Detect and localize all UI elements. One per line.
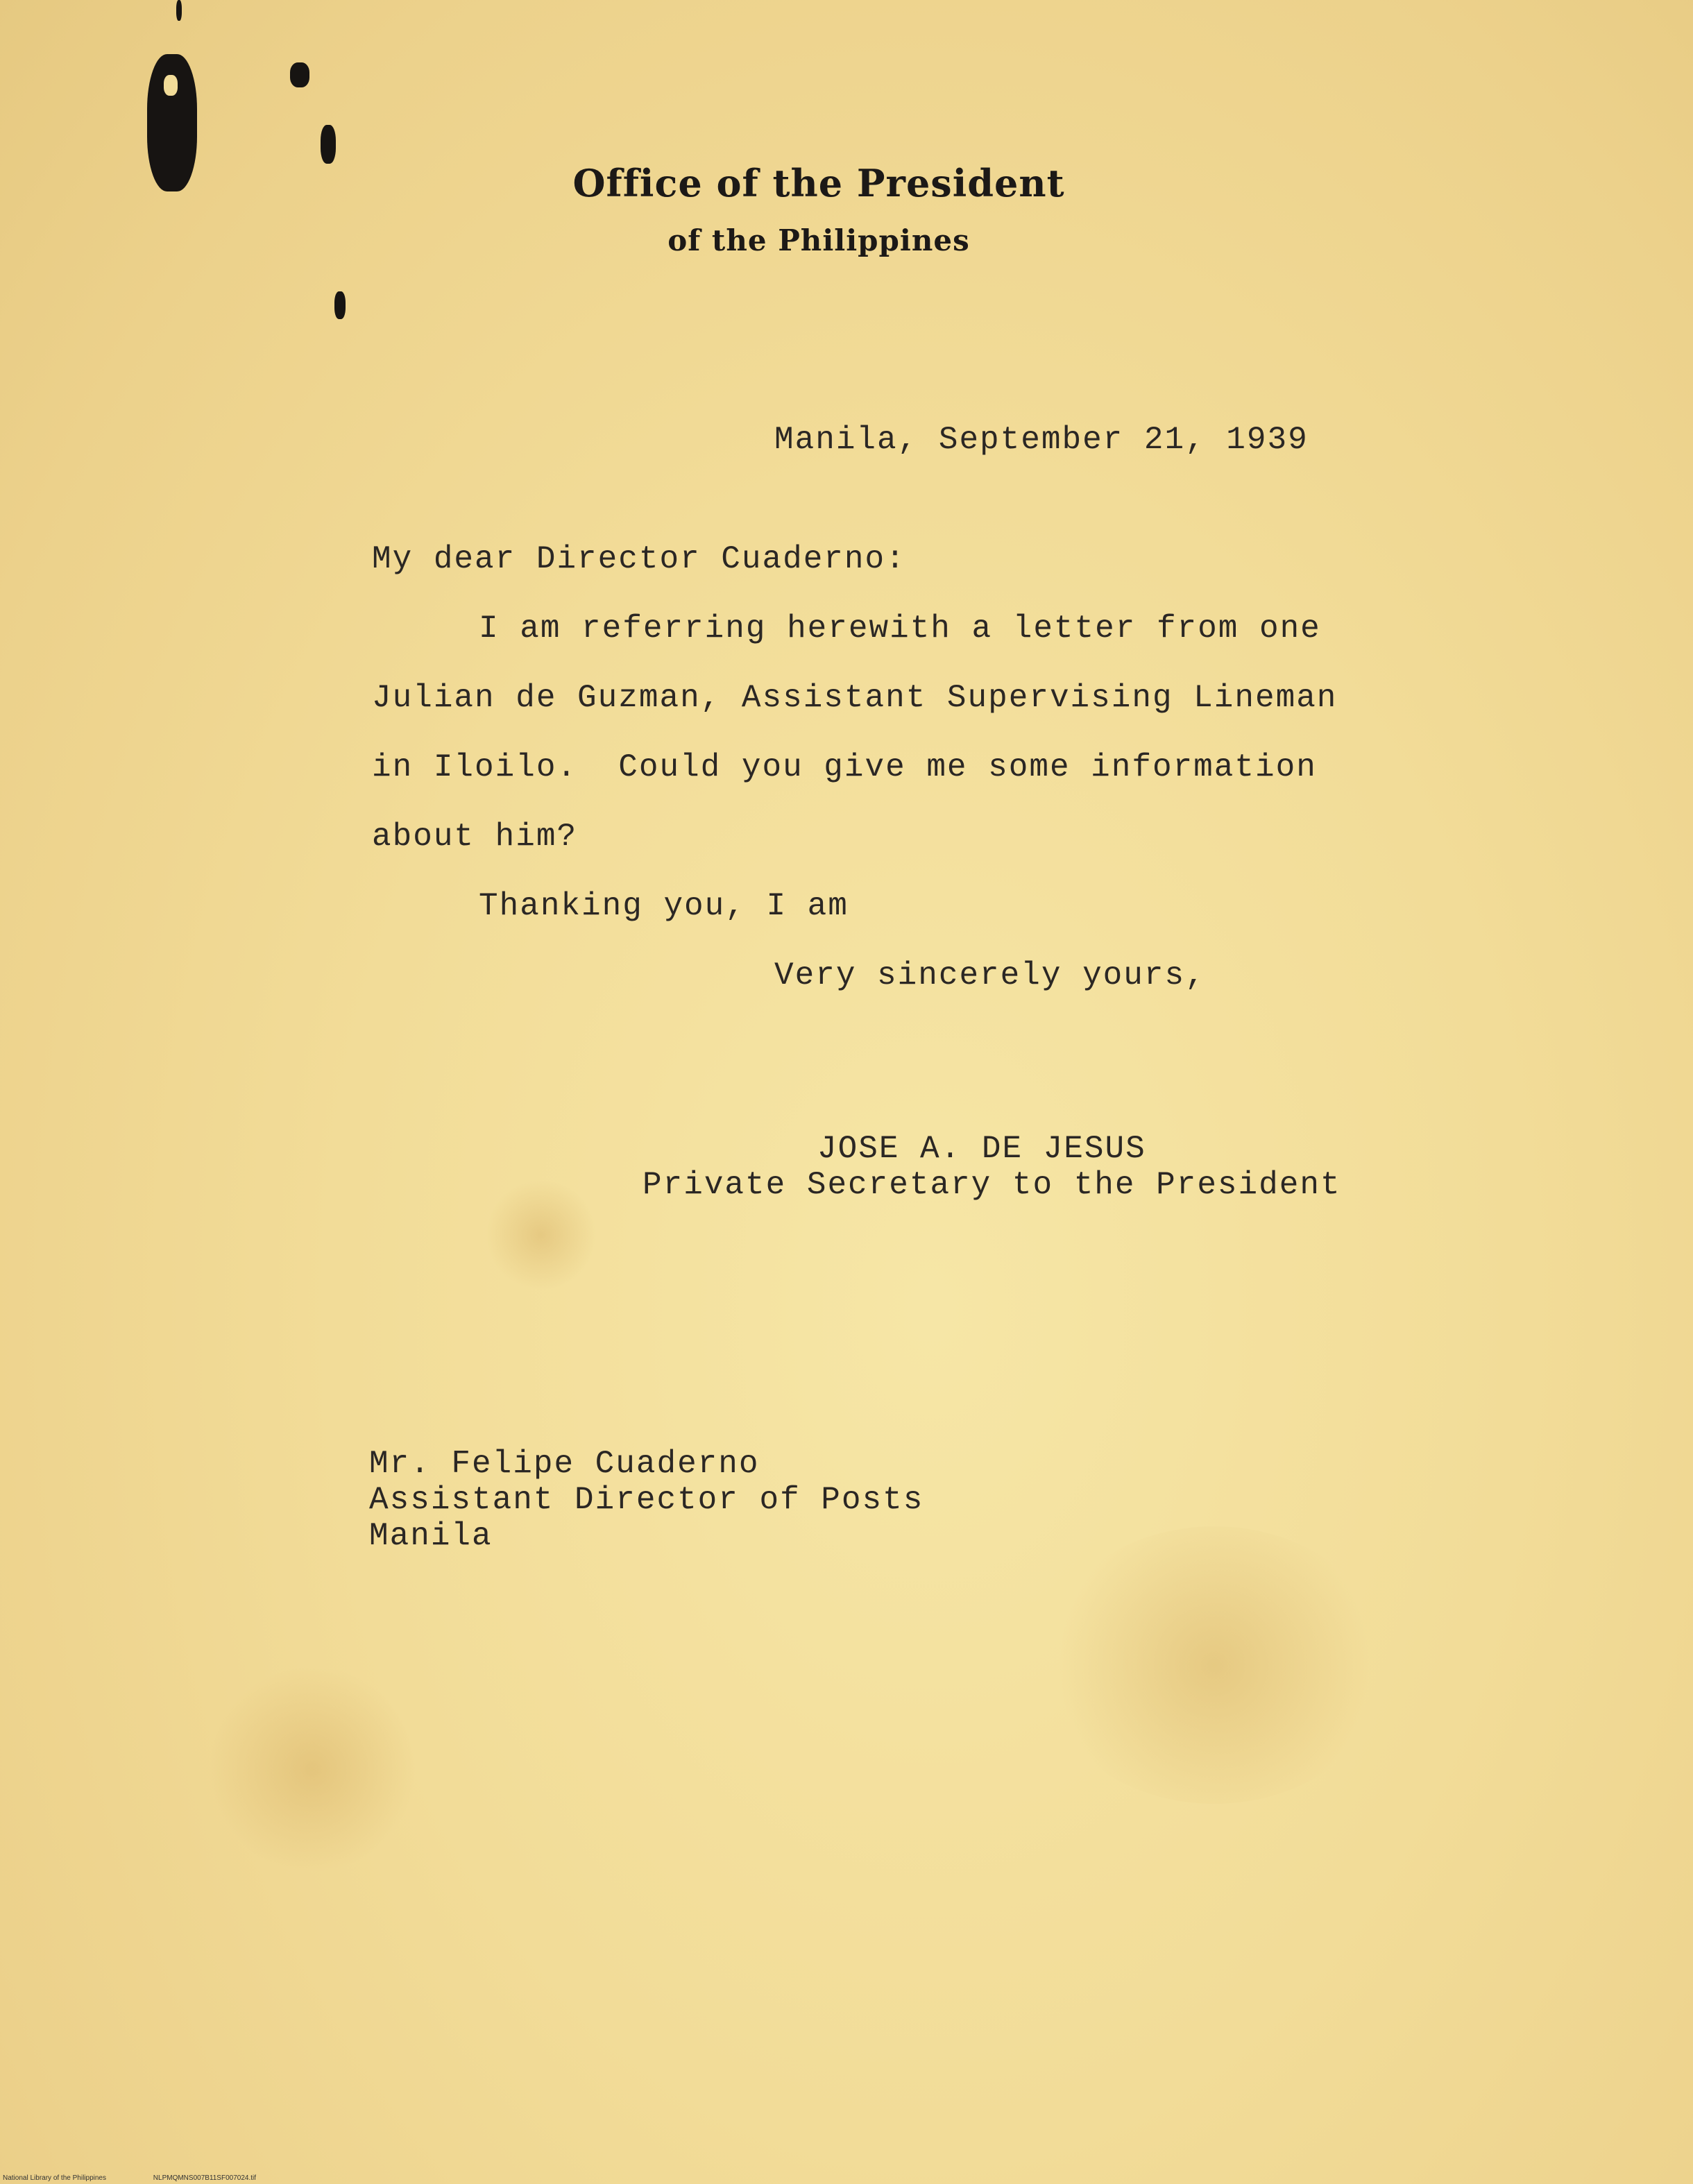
ink-blot (321, 125, 336, 164)
date-line: Manila, September 21, 1939 (774, 422, 1309, 458)
salutation: My dear Director Cuaderno: (372, 541, 906, 577)
letterhead-title: Office of the President (572, 161, 1065, 205)
body-line: about him? (372, 819, 578, 855)
body-line: Julian de Guzman, Assistant Supervising Lineman (372, 680, 1338, 716)
paper-stain (1041, 1526, 1388, 1804)
ink-blot (334, 291, 346, 319)
ink-blot (290, 62, 309, 87)
footer-file-id: NLPMQMNS007B11SF007024.tif (153, 2174, 257, 2182)
body-line: in Iloilo. Could you give me some information (372, 749, 1317, 785)
body-line: I am referring herewith a letter from one (479, 611, 1321, 647)
closing: Very sincerely yours, (774, 957, 1206, 993)
paper-stain (208, 1665, 416, 1873)
ink-blot (164, 75, 178, 96)
signature-title: Private Secretary to the President (643, 1167, 1341, 1203)
body-line: Thanking you, I am (479, 888, 849, 924)
recipient-city: Manila (369, 1518, 493, 1554)
paper-stain (486, 1179, 597, 1290)
letterhead-subtitle: of the Philippines (667, 223, 970, 257)
ink-blot (176, 0, 182, 21)
scan-footer (3, 2174, 256, 2182)
footer-library: National Library of the Philippines (3, 2174, 106, 2182)
signature-name: JOSE A. DE JESUS (817, 1131, 1146, 1167)
recipient-name: Mr. Felipe Cuaderno (369, 1446, 760, 1482)
recipient-position: Assistant Director of Posts (369, 1482, 924, 1518)
